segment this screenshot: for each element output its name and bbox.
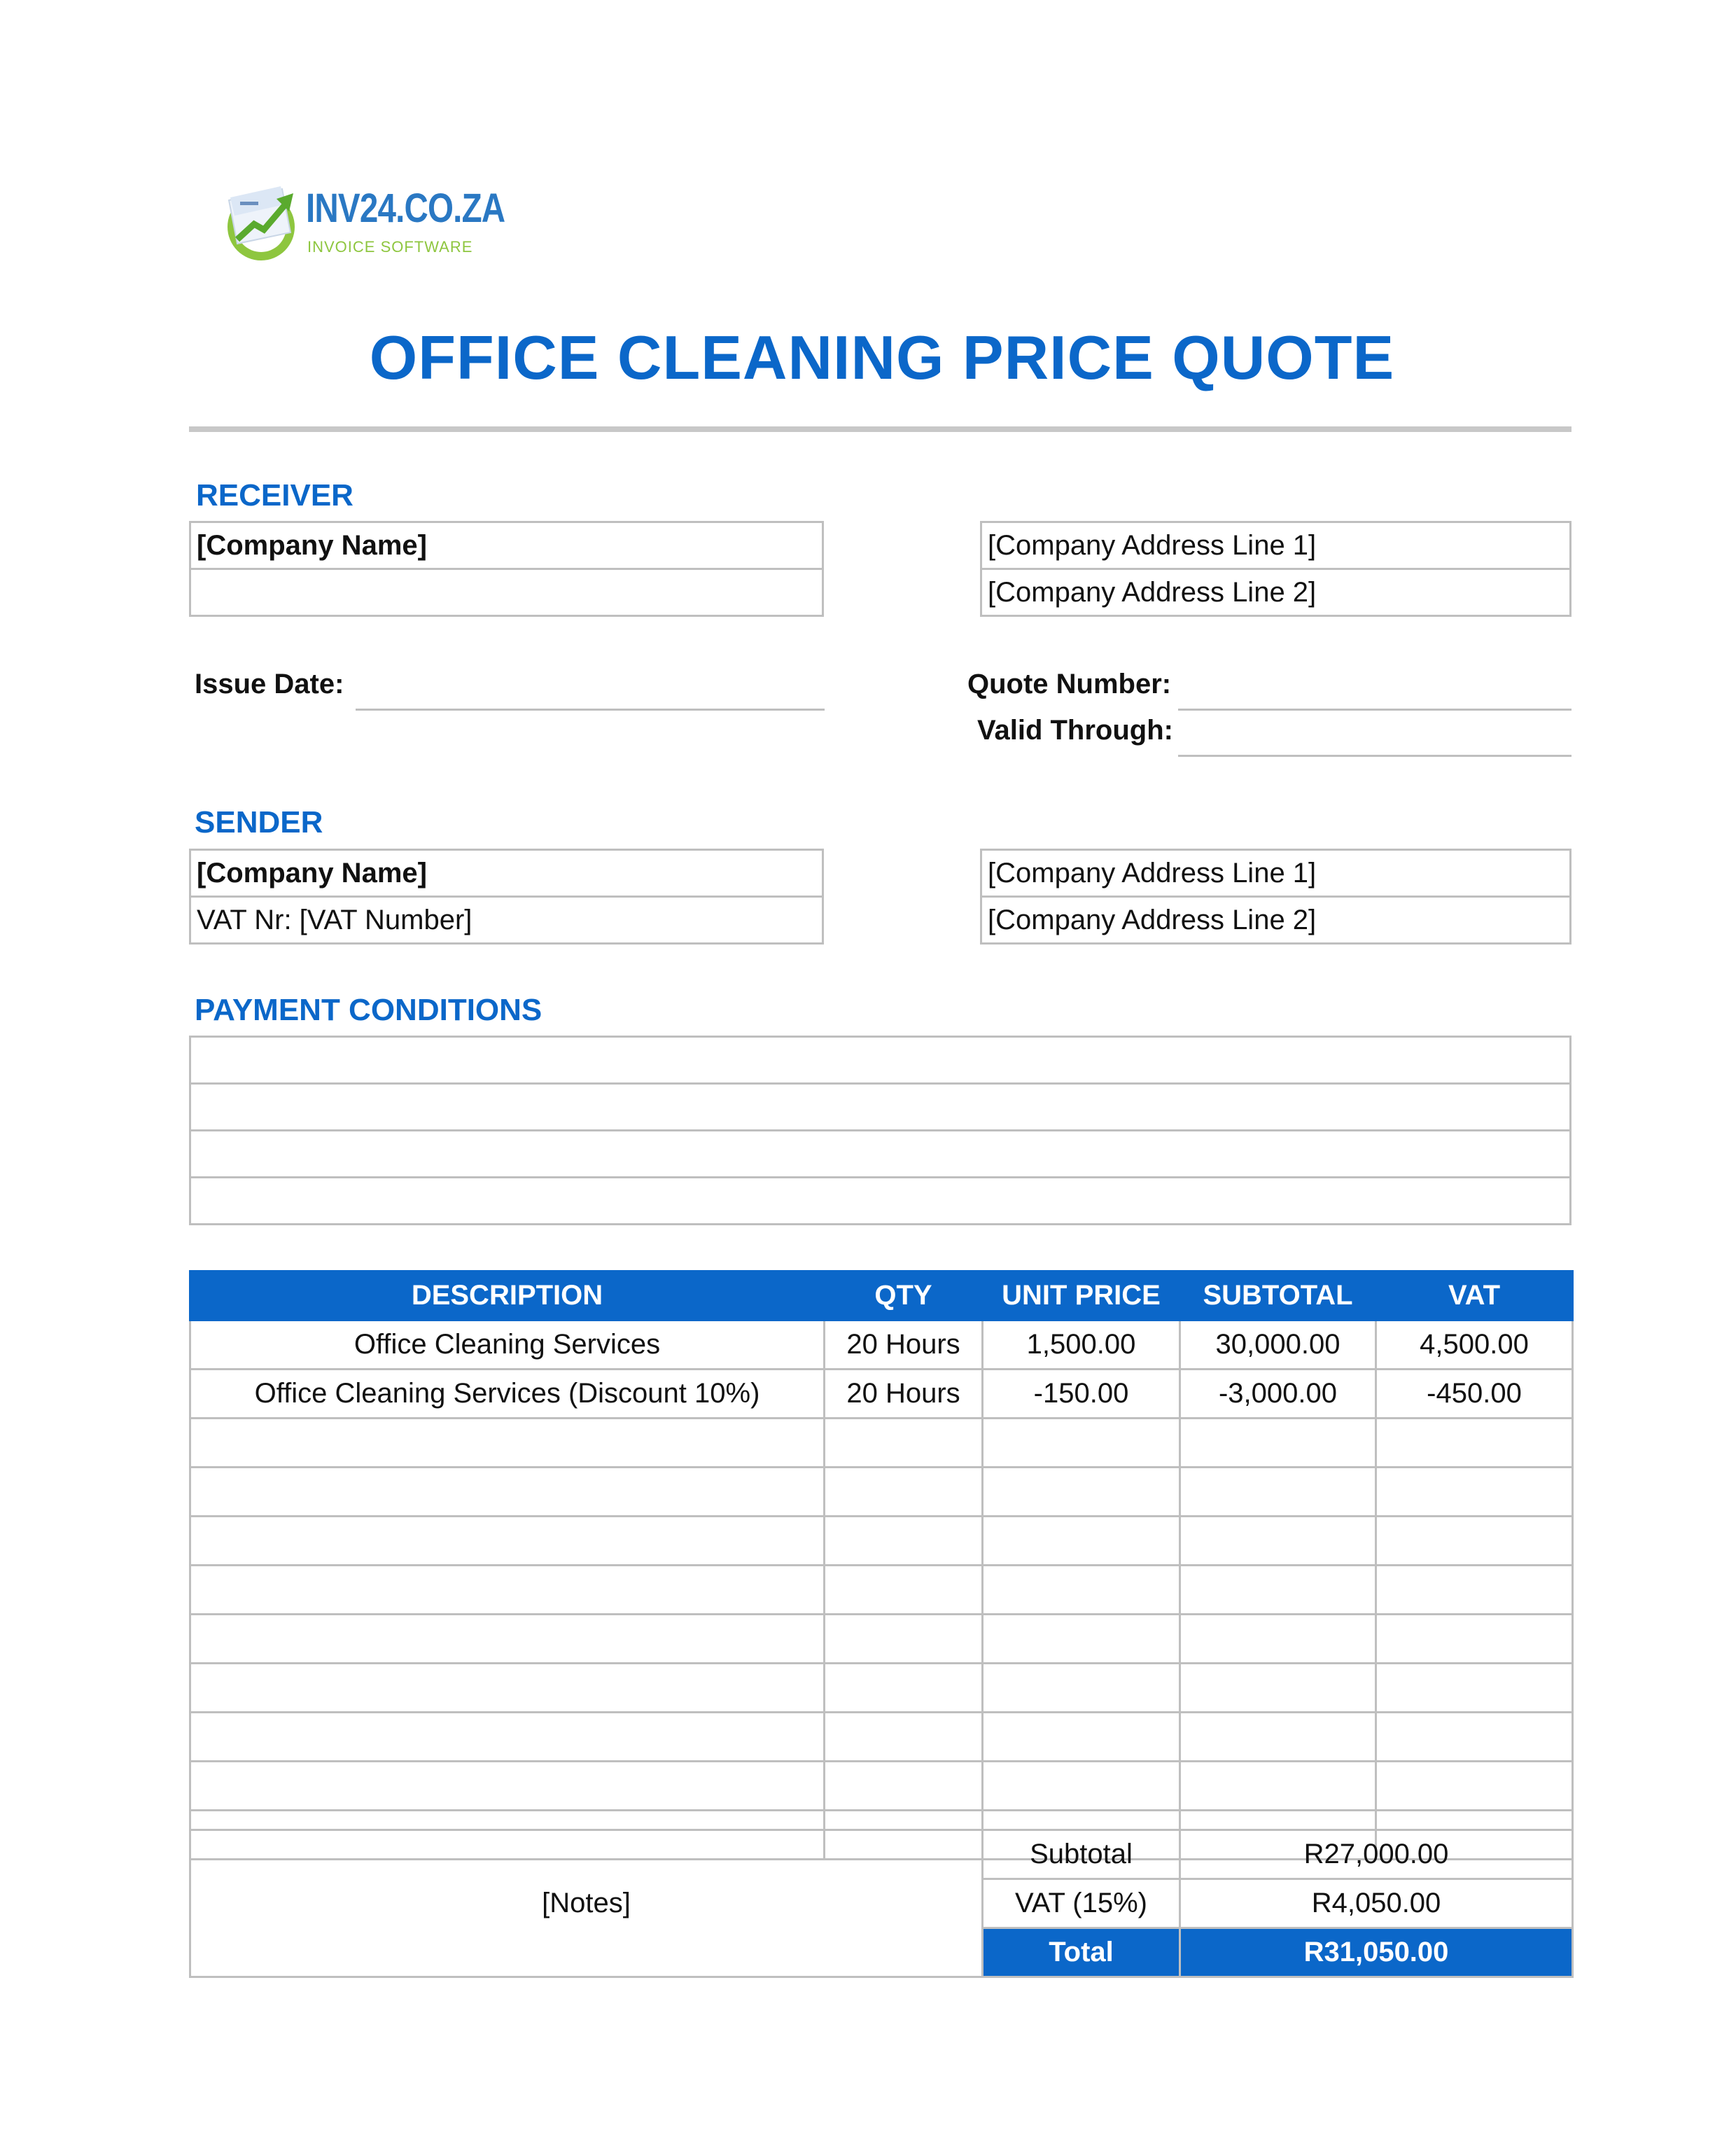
cell-qty[interactable] [825, 1419, 983, 1468]
column-header-unit-price: UNIT PRICE [983, 1271, 1180, 1321]
cell-vat[interactable]: 4,500.00 [1376, 1321, 1573, 1370]
payment-condition-line[interactable] [189, 1036, 1572, 1085]
cell-subtotal[interactable] [1180, 1419, 1376, 1468]
cell-qty[interactable] [825, 1517, 983, 1566]
cell-unit-price[interactable] [983, 1664, 1180, 1713]
receiver-label: RECEIVER [196, 478, 354, 513]
cell-unit-price[interactable] [983, 1419, 1180, 1468]
column-header-vat: VAT [1376, 1271, 1573, 1321]
cell-unit-price[interactable] [983, 1517, 1180, 1566]
logo-name: INV24.CO.ZA [306, 186, 505, 231]
cell-vat[interactable] [1376, 1615, 1573, 1664]
cell-description[interactable] [190, 1517, 825, 1566]
cell-subtotal[interactable] [1180, 1762, 1376, 1811]
issue-date-field[interactable] [356, 709, 825, 711]
line-items-table [189, 1270, 1574, 1860]
table-row [190, 1321, 1573, 1370]
table-row [190, 1370, 1573, 1419]
issue-date-label: Issue Date: [195, 669, 344, 699]
cell-vat[interactable] [1376, 1713, 1573, 1762]
cell-unit-price[interactable]: -150.00 [983, 1370, 1180, 1419]
cell-subtotal[interactable] [1180, 1517, 1376, 1566]
valid-through-field[interactable] [1178, 755, 1572, 757]
cell-description[interactable] [190, 1615, 825, 1664]
payment-conditions-label: PAYMENT CONDITIONS [195, 993, 542, 1027]
cell-vat[interactable] [1376, 1468, 1573, 1517]
totals-table [189, 1829, 1574, 1978]
cell-subtotal[interactable] [1180, 1615, 1376, 1664]
table-row [190, 1566, 1573, 1615]
cell-description[interactable]: Office Cleaning Services [190, 1321, 825, 1370]
cell-unit-price[interactable] [983, 1615, 1180, 1664]
quote-number-label: Quote Number: [967, 669, 1172, 699]
cell-description[interactable] [190, 1468, 825, 1517]
cell-qty[interactable] [825, 1566, 983, 1615]
sender-company-name[interactable]: [Company Name] [189, 849, 824, 898]
page-title: OFFICE CLEANING PRICE QUOTE [369, 323, 1395, 392]
cell-vat[interactable] [1376, 1664, 1573, 1713]
company-logo [220, 183, 505, 264]
logo-graphic-icon [220, 183, 304, 264]
payment-condition-line[interactable] [189, 1176, 1572, 1225]
cell-subtotal[interactable]: -3,000.00 [1180, 1370, 1376, 1419]
cell-qty[interactable] [825, 1468, 983, 1517]
cell-subtotal[interactable] [1180, 1566, 1376, 1615]
table-row [190, 1468, 1573, 1517]
cell-qty[interactable] [825, 1664, 983, 1713]
cell-description[interactable]: Office Cleaning Services (Discount 10%) [190, 1370, 825, 1419]
sender-address-line-1[interactable]: [Company Address Line 1] [980, 849, 1572, 898]
payment-condition-line[interactable] [189, 1082, 1572, 1131]
table-row [190, 1419, 1573, 1468]
cell-description[interactable] [190, 1566, 825, 1615]
total-value: R31,050.00 [1180, 1928, 1573, 1977]
cell-unit-price[interactable] [983, 1468, 1180, 1517]
sender-vat-number[interactable]: VAT Nr: [VAT Number] [189, 896, 824, 945]
cell-vat[interactable] [1376, 1762, 1573, 1811]
cell-subtotal[interactable]: 30,000.00 [1180, 1321, 1376, 1370]
table-row [190, 1762, 1573, 1811]
receiver-line-2[interactable] [189, 568, 824, 617]
cell-vat[interactable] [1376, 1517, 1573, 1566]
cell-unit-price[interactable]: 1,500.00 [983, 1321, 1180, 1370]
total-label: Total [983, 1928, 1180, 1977]
notes-field[interactable]: [Notes] [190, 1830, 983, 1977]
quote-number-field[interactable] [1178, 709, 1572, 711]
cell-description[interactable] [190, 1664, 825, 1713]
cell-qty[interactable] [825, 1615, 983, 1664]
table-row [190, 1713, 1573, 1762]
sender-address-line-2[interactable]: [Company Address Line 2] [980, 896, 1572, 945]
subtotal-value: R27,000.00 [1180, 1830, 1573, 1879]
column-header-subtotal: SUBTOTAL [1180, 1271, 1376, 1321]
cell-vat[interactable] [1376, 1566, 1573, 1615]
cell-description[interactable] [190, 1762, 825, 1811]
cell-qty[interactable] [825, 1713, 983, 1762]
column-header-description: DESCRIPTION [190, 1271, 825, 1321]
column-header-qty: QTY [825, 1271, 983, 1321]
vat-value: R4,050.00 [1180, 1879, 1573, 1928]
logo-tagline: INVOICE SOFTWARE [307, 238, 473, 256]
cell-subtotal[interactable] [1180, 1664, 1376, 1713]
cell-vat[interactable]: -450.00 [1376, 1370, 1573, 1419]
cell-description[interactable] [190, 1713, 825, 1762]
table-header-row [190, 1271, 1573, 1321]
receiver-address-line-2[interactable]: [Company Address Line 2] [980, 568, 1572, 617]
receiver-company-name[interactable]: [Company Name] [189, 521, 824, 570]
cell-unit-price[interactable] [983, 1762, 1180, 1811]
cell-vat[interactable] [1376, 1419, 1573, 1468]
cell-subtotal[interactable] [1180, 1468, 1376, 1517]
table-row [190, 1615, 1573, 1664]
subtotal-label: Subtotal [983, 1830, 1180, 1879]
payment-condition-line[interactable] [189, 1129, 1572, 1178]
cell-unit-price[interactable] [983, 1713, 1180, 1762]
cell-qty[interactable]: 20 Hours [825, 1321, 983, 1370]
title-divider [189, 426, 1572, 432]
sender-label: SENDER [195, 805, 323, 839]
cell-subtotal[interactable] [1180, 1713, 1376, 1762]
cell-unit-price[interactable] [983, 1566, 1180, 1615]
table-row [190, 1517, 1573, 1566]
cell-qty[interactable] [825, 1762, 983, 1811]
valid-through-label: Valid Through: [977, 715, 1173, 746]
cell-description[interactable] [190, 1419, 825, 1468]
vat-label: VAT (15%) [983, 1879, 1180, 1928]
cell-qty[interactable]: 20 Hours [825, 1370, 983, 1419]
table-row [190, 1664, 1573, 1713]
receiver-address-line-1[interactable]: [Company Address Line 1] [980, 521, 1572, 570]
